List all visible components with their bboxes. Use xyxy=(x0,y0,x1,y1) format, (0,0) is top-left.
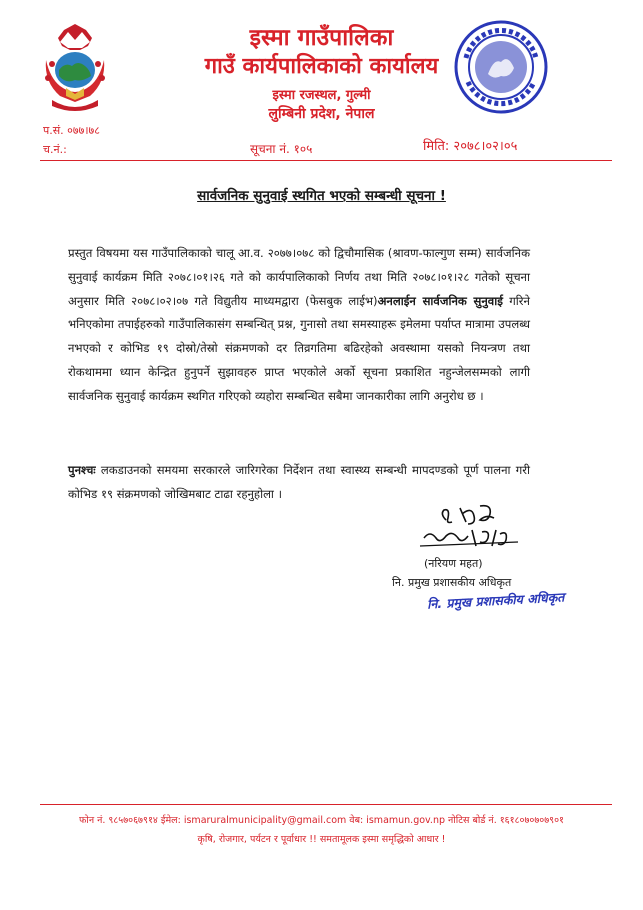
reference-number: प.सं. ०७७।७८ xyxy=(43,124,100,137)
footer-slogan: कृषि, रोजगार, पर्यटन र पूर्वाधार !! समतामूलक इस्मा समृद्धिको आधार ! xyxy=(197,834,446,845)
office-province: लुम्बिनी प्रदेश, नेपाल xyxy=(268,106,375,122)
addendum-label: पुनश्चः xyxy=(68,463,96,477)
footer-contact: फोन नं. ९८५७०६७९१४ ईमेल: ismaruralmunicipality@gmail.com वेब: ismamun.gov.np नोटिस बोर्ड नं. १६१८०७०७०७९०१ xyxy=(79,815,564,826)
office-address: इस्मा रजस्थल, गुल्मी xyxy=(272,88,371,103)
signatory-stamp: नि. प्रमुख प्रशासकीय अधिकृत xyxy=(426,589,565,612)
office-title: इस्मा गाउँपालिका xyxy=(249,25,394,51)
nepal-emblem-icon xyxy=(40,20,110,112)
notice-number: सूचना नं. १०५ xyxy=(250,142,313,156)
notice-body xyxy=(68,242,530,409)
addendum-text: लकडाउनको समयमा सरकारले जारिगरेका निर्देशन तथा स्वास्थ्य सम्बन्धी मापदण्डको पूर्ण पालना गरी कोभिड १९ संक्रमणको जोखिमबाट टाढा रहनुहोला । xyxy=(68,463,530,501)
office-subtitle: गाउँ कार्यपालिकाको कार्यालय xyxy=(204,54,439,79)
municipality-seal-icon xyxy=(452,18,550,116)
header-divider xyxy=(40,160,612,161)
footer-divider xyxy=(40,804,612,805)
signatory-name: (नरियण महत) xyxy=(424,557,483,570)
issue-date: मिति: २०७८।०२।०५ xyxy=(423,139,518,154)
signatory-title: नि. प्रमुख प्रशासकीय अधिकृत xyxy=(392,576,512,589)
dispatch-number: च.नं.: xyxy=(43,143,67,156)
body-text-part1: प्रस्तुत विषयमा यस गाउँपालिकाको चालू आ.व. २०७७।०७८ को द्विचौमासिक (श्रावण-फाल्गुण सम्म) सार्वजनिक सुनुवाई कार्यक्रम मिति २०७८।०१।२६ गते को कार्यपालिकाको निर्णय तथा मिति २०७८।०१।२८ गतेको सूचना अनुसार मिति २०७८।०२।०७ गते विद्युतीय माध्यमद्वारा (फेसबुक लाईभ) xyxy=(68,246,530,308)
notice-subject: सार्वजनिक सुनुवाई स्थगित भएको सम्बन्धी सूचना ! xyxy=(197,188,446,204)
handwritten-signature xyxy=(400,500,530,560)
body-text-bold: अनलाईन सार्वजनिक सुनुवाई xyxy=(377,293,503,308)
body-text-part2: गरिने भनिएकोमा तपाईहरुको गाउँपालिकासंग सम्बन्धित् प्रश्न, गुनासो तथा समस्याहरू इमेलमा पर्याप्त मात्रामा उपलब्ध नभएको र कोभिड १९ दोस्रो/तेस्रो संक्रमणको दर तिव्रगतिमा बढिरहेको अवस्थामा यसको नियन्त्रण तथा रोकथाममा ध्यान केन्द्रित हुनुपर्ने सुझावहरु प्राप्त भएकोले अर्को सूचना प्रकाशित नहुन्जेलसम्मको लागी सार्वजनिक सुनुवाई कार्यक्रम स्थगित गरिएको व्यहोरा सम्बन्धित सबैमा जानकारीका लागि अनुरोध छ । xyxy=(68,293,530,403)
